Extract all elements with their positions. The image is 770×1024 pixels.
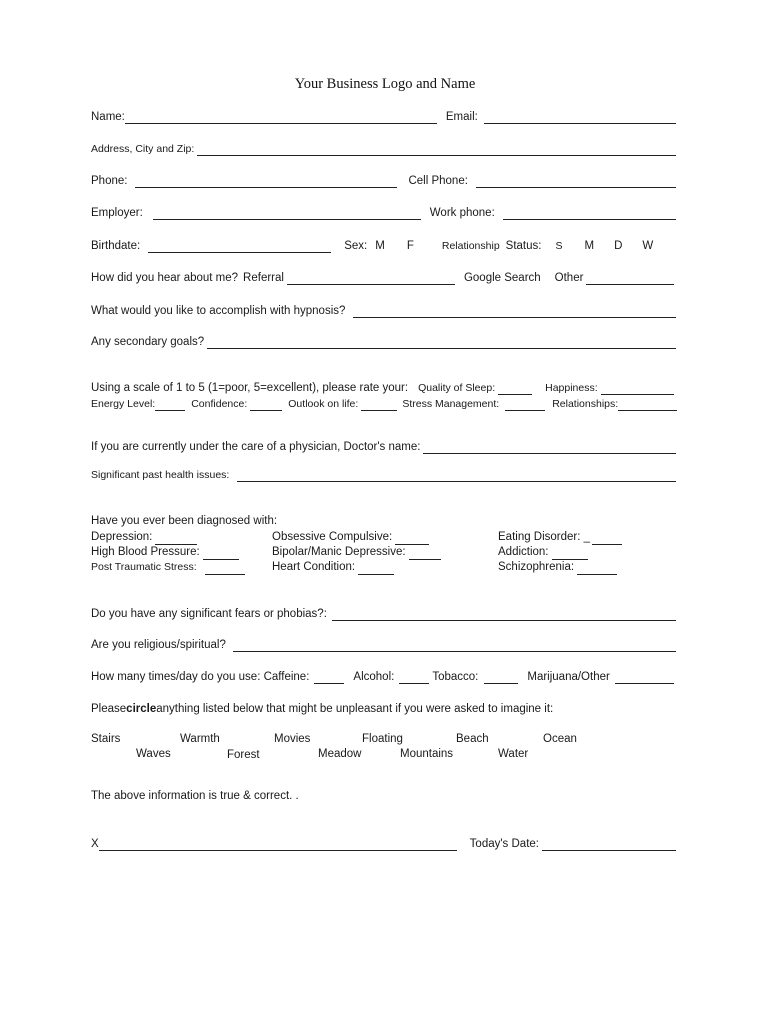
accomplish-field[interactable] bbox=[353, 305, 676, 318]
bipolar-field[interactable] bbox=[409, 548, 441, 560]
status-label: Status: bbox=[505, 240, 542, 252]
employer-label: Employer: bbox=[91, 207, 143, 219]
physician-label: If you are currently under the care of a physician, Doctor's name: bbox=[91, 441, 421, 453]
referral-row bbox=[91, 271, 679, 285]
status-option-d[interactable]: D bbox=[614, 240, 623, 252]
phone-field[interactable] bbox=[135, 175, 397, 188]
birthdate-row bbox=[91, 239, 679, 253]
diagnosis-column-1 bbox=[91, 530, 248, 575]
outlook-label: Outlook on life: bbox=[288, 398, 359, 410]
cell-phone-label: Cell Phone: bbox=[408, 175, 468, 187]
energy-field[interactable] bbox=[155, 398, 185, 411]
other-label: Other bbox=[554, 272, 584, 284]
heart-condition-label: Heart Condition: bbox=[272, 561, 356, 573]
accomplish-label: What would you like to accomplish with hypnosis? bbox=[91, 305, 346, 317]
option-warmth[interactable]: Warmth bbox=[180, 733, 220, 745]
confidence-label: Confidence: bbox=[191, 398, 248, 410]
relationships-label: Relationships: bbox=[552, 398, 619, 410]
ratings-row-2 bbox=[91, 397, 679, 411]
imagine-post: anything listed below that might be unpleasant if you were asked to imagine it: bbox=[156, 703, 554, 715]
eating-disorder-label: Eating Disorder: _ bbox=[498, 531, 591, 543]
depression-label: Depression: bbox=[91, 531, 153, 543]
quality-sleep-label: Quality of Sleep: bbox=[418, 382, 496, 394]
high-blood-pressure-field[interactable] bbox=[203, 548, 239, 560]
bipolar-label: Bipolar/Manic Depressive: bbox=[272, 546, 406, 558]
imagine-instruction bbox=[91, 702, 679, 716]
work-phone-label: Work phone: bbox=[429, 207, 495, 219]
quality-sleep-field[interactable] bbox=[498, 382, 532, 395]
option-meadow[interactable]: Meadow bbox=[318, 748, 362, 760]
depression-field[interactable] bbox=[155, 533, 197, 545]
name-email-row bbox=[91, 110, 679, 124]
diagnosed-intro: Have you ever been diagnosed with: bbox=[91, 515, 278, 527]
ocd-field[interactable] bbox=[395, 533, 429, 545]
status-option-s[interactable]: S bbox=[555, 240, 563, 252]
heart-condition-field[interactable] bbox=[358, 563, 394, 575]
diagnosis-column-3 bbox=[498, 530, 625, 575]
ratings-intro: Using a scale of 1 to 5 (1=poor, 5=excellent), please rate your: bbox=[91, 382, 409, 394]
signature-field[interactable] bbox=[99, 838, 457, 851]
religious-row bbox=[91, 638, 679, 652]
diagnosis-column-2 bbox=[272, 530, 444, 575]
todays-date-label: Today's Date: bbox=[469, 838, 539, 850]
high-blood-pressure-label: High Blood Pressure: bbox=[91, 546, 200, 558]
alcohol-label: Alcohol: bbox=[353, 671, 395, 683]
secondary-goals-field[interactable] bbox=[207, 336, 676, 349]
fears-row bbox=[91, 607, 679, 621]
addiction-label: Addiction: bbox=[498, 546, 549, 558]
marijuana-field[interactable] bbox=[615, 671, 674, 684]
imagine-pre: Please bbox=[91, 703, 127, 715]
referral-field[interactable] bbox=[287, 272, 455, 285]
alcohol-field[interactable] bbox=[399, 671, 429, 684]
name-label: Name: bbox=[91, 111, 125, 123]
hear-about-label: How did you hear about me? bbox=[91, 272, 239, 284]
tobacco-label: Tobacco: bbox=[432, 671, 479, 683]
ocd-label: Obsessive Compulsive: bbox=[272, 531, 393, 543]
stress-label: Stress Management: bbox=[402, 398, 500, 410]
address-field[interactable] bbox=[197, 143, 676, 156]
option-movies[interactable]: Movies bbox=[274, 733, 311, 745]
physician-row bbox=[91, 440, 679, 454]
work-phone-field[interactable] bbox=[503, 207, 676, 220]
marijuana-label: Marijuana/Other bbox=[527, 671, 610, 683]
outlook-field[interactable] bbox=[361, 398, 397, 411]
tobacco-field[interactable] bbox=[484, 671, 518, 684]
status-option-w[interactable]: W bbox=[642, 240, 654, 252]
option-mountains[interactable]: Mountains bbox=[400, 748, 454, 760]
sex-option-f[interactable]: F bbox=[406, 240, 414, 252]
stress-field[interactable] bbox=[505, 398, 545, 411]
address-row bbox=[91, 142, 679, 156]
option-water[interactable]: Water bbox=[498, 748, 529, 760]
signature-x: X bbox=[91, 838, 99, 850]
cell-phone-field[interactable] bbox=[476, 175, 676, 188]
eating-disorder-field[interactable] bbox=[592, 533, 622, 545]
todays-date-field[interactable] bbox=[542, 838, 676, 851]
past-health-field[interactable] bbox=[237, 469, 676, 482]
other-field[interactable] bbox=[586, 272, 674, 285]
happiness-field[interactable] bbox=[601, 382, 674, 395]
confidence-field[interactable] bbox=[250, 398, 282, 411]
signature-row bbox=[91, 837, 679, 851]
happiness-label: Happiness: bbox=[545, 382, 598, 394]
past-health-row bbox=[91, 468, 679, 482]
imagine-circle-word: circle bbox=[126, 703, 157, 715]
religious-label: Are you religious/spiritual? bbox=[91, 639, 226, 651]
secondary-goals-row bbox=[91, 335, 679, 349]
secondary-goals-label: Any secondary goals? bbox=[91, 336, 205, 348]
form-title: Your Business Logo and Name bbox=[294, 76, 476, 92]
energy-label: Energy Level: bbox=[91, 398, 156, 410]
option-stairs[interactable]: Stairs bbox=[91, 733, 121, 745]
schizophrenia-field[interactable] bbox=[577, 563, 617, 575]
email-label: Email: bbox=[445, 111, 478, 123]
relationships-field[interactable] bbox=[618, 398, 677, 411]
accomplish-row bbox=[91, 304, 679, 318]
addiction-field[interactable] bbox=[552, 548, 588, 560]
schizophrenia-label: Schizophrenia: bbox=[498, 561, 575, 573]
fears-field[interactable] bbox=[332, 608, 676, 621]
google-search-label: Google Search bbox=[463, 272, 541, 284]
address-label: Address, City and Zip: bbox=[91, 143, 195, 155]
employer-field[interactable] bbox=[153, 207, 421, 220]
ratings-row-1 bbox=[91, 381, 679, 395]
email-field[interactable] bbox=[484, 111, 676, 124]
option-forest[interactable]: Forest bbox=[227, 749, 260, 761]
sex-label: Sex: bbox=[344, 240, 368, 252]
sex-option-m[interactable]: M bbox=[375, 240, 385, 252]
past-health-label: Significant past health issues: bbox=[91, 469, 230, 481]
referral-label: Referral bbox=[243, 272, 284, 284]
ptsd-label: Post Traumatic Stress: bbox=[91, 561, 197, 573]
birthdate-label: Birthdate: bbox=[91, 240, 141, 252]
fears-label: Do you have any significant fears or phobias?: bbox=[91, 608, 327, 620]
ptsd-field[interactable] bbox=[205, 563, 245, 575]
certification-text: The above information is true & correct. . bbox=[91, 790, 299, 802]
religious-field[interactable] bbox=[233, 639, 676, 652]
caffeine-field[interactable] bbox=[314, 671, 344, 684]
employer-row bbox=[91, 206, 679, 220]
option-ocean[interactable]: Ocean bbox=[543, 733, 577, 745]
relationship-label: Relationship bbox=[441, 240, 500, 252]
physician-field[interactable] bbox=[423, 441, 676, 454]
phone-row bbox=[91, 174, 679, 188]
phone-label: Phone: bbox=[91, 175, 128, 187]
caffeine-label: How many times/day do you use: Caffeine: bbox=[91, 671, 310, 683]
option-floating[interactable]: Floating bbox=[362, 733, 403, 745]
option-beach[interactable]: Beach bbox=[456, 733, 489, 745]
option-waves[interactable]: Waves bbox=[136, 748, 171, 760]
status-option-m[interactable]: M bbox=[584, 240, 595, 252]
birthdate-field[interactable] bbox=[148, 240, 331, 253]
usage-row bbox=[91, 670, 679, 684]
name-field[interactable] bbox=[125, 111, 437, 124]
